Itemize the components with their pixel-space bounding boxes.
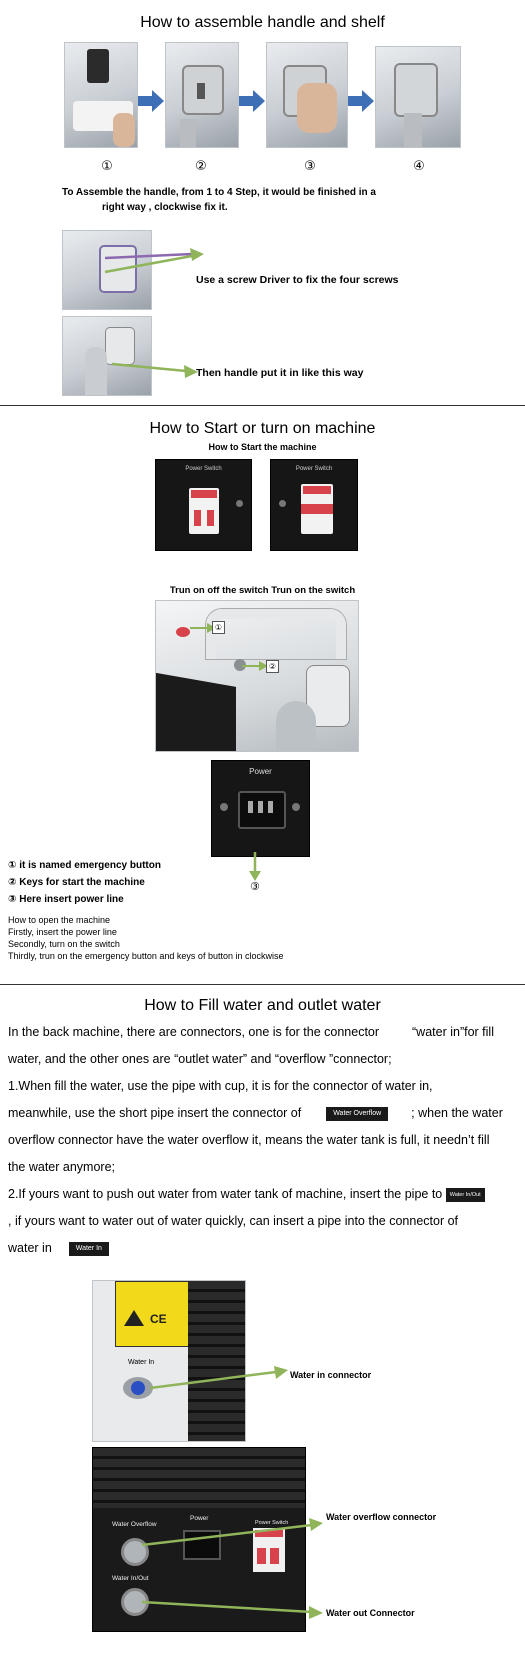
- water-paragraph-3-line1: [8, 1181, 518, 1208]
- laser-warning-label: CE: [115, 1281, 189, 1347]
- water-paragraph-1-line2: water, and the other ones are “outlet water” and “overflow ”connector;: [8, 1052, 392, 1066]
- step2-photo: [165, 42, 239, 148]
- water-in-tag: Water In: [69, 1242, 109, 1256]
- switch-on-photo: [270, 459, 358, 551]
- water-paragraph-2-line1: 1.When fill the water, use the pipe with cup, it is for the connector of water in,: [8, 1079, 433, 1093]
- water-paragraph-3-line2: , if yours want to water out of water quickly, can insert a pipe into the connector of: [8, 1214, 458, 1228]
- callout1-badge: ①: [212, 621, 225, 634]
- water-paragraph-2-line2: [8, 1100, 518, 1127]
- water-paragraph-2-line3: overflow connector have the water overflow it, means the water tank is full, it needn’t fill: [8, 1133, 490, 1147]
- water-in-arrow: [148, 1364, 290, 1394]
- overflow-arrow: [140, 1515, 325, 1550]
- machine-top-photo: [155, 600, 359, 752]
- legend-item-1: ① it is named emergency button: [8, 860, 161, 871]
- section3-title: How to Fill water and outlet water: [144, 997, 381, 1014]
- power-socket-label: Power: [249, 767, 272, 776]
- step1-photo: [64, 42, 138, 148]
- assemble-instruction-line1: To Assemble the handle, from 1 to 4 Step, it would be finished in a: [62, 187, 376, 198]
- handle-arrow: [108, 360, 200, 380]
- callout2-badge: ②: [266, 660, 279, 673]
- water-overflow-tag: Water Overflow: [326, 1107, 388, 1121]
- open-step-0: How to open the machine: [8, 915, 111, 925]
- water-in-photo: [92, 1280, 246, 1442]
- water-inout-tag: Water In/Out: [446, 1188, 485, 1202]
- switch-off-label: Power Switch: [185, 466, 222, 472]
- step-number-3: ③: [304, 158, 316, 173]
- para3c: water in: [8, 1241, 52, 1255]
- screw-note: Use a screw Driver to fix the four screws: [196, 274, 399, 286]
- overflow-note: Water overflow connector: [326, 1512, 437, 1522]
- inout-photo-label: Water In/Out: [112, 1575, 149, 1582]
- callout3-arrow: [248, 852, 262, 882]
- section1-title: How to assemble handle and shelf: [140, 14, 385, 31]
- assemble-instruction-line2: right way , clockwise fix it.: [102, 202, 228, 213]
- open-step-1: Firstly, insert the power line: [8, 927, 117, 937]
- para3a: 2.If yours want to push out water from water tank of machine, insert the pipe to: [8, 1187, 443, 1201]
- open-step-2: Secondly, turn on the switch: [8, 939, 120, 949]
- handle-photo: [62, 316, 152, 396]
- water-in-photo-label: Water In: [128, 1359, 155, 1366]
- switch-photo-label: Power Switch: [255, 1520, 289, 1526]
- step4-photo: [375, 46, 461, 148]
- water-out-arrow: [140, 1598, 325, 1622]
- step-number-1: ①: [101, 158, 113, 173]
- legend-item-2: ② Keys for start the machine: [8, 877, 145, 888]
- section-divider-2: [0, 984, 525, 985]
- legend-item-3: ③ Here insert power line: [8, 894, 124, 905]
- section2-title: How to Start or turn on machine: [149, 420, 376, 437]
- para2c: ; when the water: [411, 1106, 503, 1120]
- water-in-note: Water in connector: [290, 1370, 372, 1380]
- step-number-4: ④: [413, 158, 425, 173]
- section-divider-1: [0, 405, 525, 406]
- screw-arrows: [100, 244, 210, 284]
- section2-subtitle: How to Start the machine: [208, 442, 317, 452]
- switch-on-label: Power Switch: [295, 466, 333, 472]
- water-paragraph-1-line1: [8, 1019, 518, 1046]
- power-photo-label: Power: [190, 1515, 209, 1522]
- step3-photo: [266, 42, 348, 148]
- callout3-number: ③: [250, 881, 260, 893]
- overflow-photo-label: Water Overflow: [112, 1521, 157, 1528]
- water-paragraph-2-line4: the water anymore;: [8, 1160, 115, 1174]
- step-number-2: ②: [195, 158, 207, 173]
- water-paragraph-3-line3: [8, 1235, 518, 1262]
- handle-note: Then handle put it in like this way: [196, 367, 364, 379]
- power-socket-photo: [211, 760, 310, 857]
- water-out-note: Water out Connector: [326, 1608, 415, 1618]
- switch-caption: Trun on off the switch Trun on the switch: [169, 585, 356, 596]
- para2b: meanwhile, use the short pipe insert the connector of: [8, 1106, 302, 1120]
- open-step-3: Thirdly, trun on the emergency button and keys of button in clockwise: [8, 951, 284, 961]
- para1b: “water in”for fill: [412, 1025, 494, 1039]
- para1a: In the back machine, there are connectors, one is for the connector: [8, 1025, 380, 1039]
- switch-off-photo: [155, 459, 252, 551]
